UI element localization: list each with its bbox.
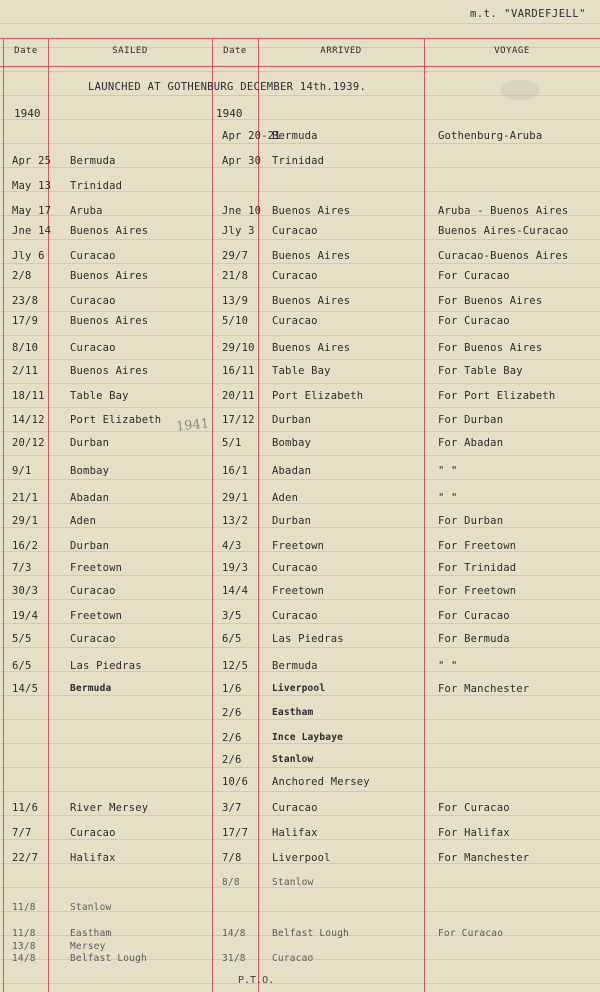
arrived-port: Halifax — [272, 827, 318, 839]
sailed-port: Bermuda — [70, 155, 116, 167]
arrived-date: 13/2 — [222, 515, 249, 527]
arrived-date: 5/10 — [222, 315, 249, 327]
voyage-note: Buenos Aires-Curacao — [438, 225, 569, 237]
voyage-note: For Buenos Aires — [438, 342, 543, 354]
arrived-port: Aden — [272, 492, 299, 504]
arrived-date: 4/3 — [222, 540, 242, 552]
arrived-port: Buenos Aires — [272, 205, 351, 217]
sailed-date: May 17 — [12, 205, 52, 217]
arrived-port: Curacao — [272, 610, 318, 622]
sailed-date: 29/1 — [12, 515, 39, 527]
sailed-port: Curacao — [70, 250, 116, 262]
arrived-date: 5/1 — [222, 437, 242, 449]
arrived-date: Apr 30 — [222, 155, 262, 167]
arrived-port: Durban — [272, 414, 312, 426]
voyage-note: For Curacao — [438, 270, 510, 282]
header-sailed: SAILED — [112, 46, 148, 56]
sailed-port: River Mersey — [70, 802, 149, 814]
voyage-note: For Halifax — [438, 827, 510, 839]
arrived-date: 31/8 — [222, 953, 246, 964]
header-bottom-rule — [0, 66, 600, 67]
sailed-date: 6/5 — [12, 660, 32, 672]
sailed-date: Jne 14 — [12, 225, 52, 237]
sailed-date: 14/12 — [12, 414, 45, 426]
voyage-note: For Port Elizabeth — [438, 390, 556, 402]
sailed-date: 30/3 — [12, 585, 39, 597]
sailed-date: 22/7 — [12, 852, 39, 864]
sailed-date: 20/12 — [12, 437, 45, 449]
sailed-port: Curacao — [70, 827, 116, 839]
header-date-arrived: Date — [223, 46, 247, 56]
voyage-note: For Curacao — [438, 928, 504, 939]
voyage-note: For Buenos Aires — [438, 295, 543, 307]
page-turn-note: P.T.O. — [238, 975, 275, 986]
voyage-note: For Curacao — [438, 610, 510, 622]
sailed-port: Mersey — [70, 941, 106, 952]
sailed-date: 2/11 — [12, 365, 39, 377]
arrived-date: 16/11 — [222, 365, 255, 377]
sailed-date: 9/1 — [12, 465, 32, 477]
arrived-port: Curacao — [272, 315, 318, 327]
voyage-note: For Manchester — [438, 683, 530, 695]
voyage-note: Gothenburg-Aruba — [438, 130, 543, 142]
sailed-date: 7/7 — [12, 827, 32, 839]
arrived-port: Stanlow — [272, 877, 314, 888]
sailed-port: Curacao — [70, 342, 116, 354]
header-voyage: VOYAGE — [494, 46, 530, 56]
sailed-port: Stanlow — [70, 902, 112, 913]
arrived-date: 2/6 — [222, 754, 242, 766]
arrived-port: Port Elizabeth — [272, 390, 364, 402]
sailed-date: 14/8 — [12, 953, 36, 964]
arrived-port: Bermuda — [272, 130, 318, 142]
column-rule-arrived — [424, 38, 425, 992]
sailed-date: 19/4 — [12, 610, 39, 622]
arrived-date: 2/6 — [222, 732, 242, 744]
sailed-date: 23/8 — [12, 295, 39, 307]
sailed-port: Freetown — [70, 562, 123, 574]
arrived-date: 20/11 — [222, 390, 255, 402]
sailed-port: Curacao — [70, 633, 116, 645]
sailed-port: Port Elizabeth — [70, 414, 162, 426]
sailed-date: Jly 6 — [12, 250, 45, 262]
column-rule-date2 — [258, 38, 259, 992]
arrived-date: 12/5 — [222, 660, 249, 672]
arrived-date: Jne 10 — [222, 205, 262, 217]
sailed-port: Aruba — [70, 205, 103, 217]
sailed-date: 13/8 — [12, 941, 36, 952]
arrived-date: 21/8 — [222, 270, 249, 282]
voyage-note: For Durban — [438, 414, 504, 426]
arrived-port: Trinidad — [272, 155, 325, 167]
arrived-date: 2/6 — [222, 707, 242, 719]
arrived-port: Eastham — [272, 707, 314, 718]
voyage-note: For Freetown — [438, 540, 517, 552]
sailed-date: Apr 25 — [12, 155, 52, 167]
voyage-note: For Trinidad — [438, 562, 517, 574]
sailed-date: 14/5 — [12, 683, 39, 695]
sailed-date: 8/10 — [12, 342, 39, 354]
sailed-date: 11/8 — [12, 902, 36, 913]
sailed-port: Las Piedras — [70, 660, 142, 672]
sailed-port: Halifax — [70, 852, 116, 864]
sailed-port: Aden — [70, 515, 97, 527]
arrived-date: 17/12 — [222, 414, 255, 426]
arrived-date: 19/3 — [222, 562, 249, 574]
sailed-port: Durban — [70, 540, 110, 552]
arrived-port: Curacao — [272, 953, 314, 964]
sailed-port: Buenos Aires — [70, 270, 149, 282]
sailed-date: 11/8 — [12, 928, 36, 939]
sailed-port: Trinidad — [70, 180, 123, 192]
arrived-date: 29/10 — [222, 342, 255, 354]
voyage-note: " " — [438, 660, 458, 672]
sailed-date: 21/1 — [12, 492, 39, 504]
sailed-port: Buenos Aires — [70, 365, 149, 377]
arrived-date: 8/8 — [222, 877, 240, 888]
arrived-port: Belfast Lough — [272, 928, 349, 939]
voyage-note: For Freetown — [438, 585, 517, 597]
sailed-date: 2/8 — [12, 270, 32, 282]
sailed-port: Abadan — [70, 492, 110, 504]
arrived-date: 16/1 — [222, 465, 249, 477]
arrived-port: Ince Laybaye — [272, 732, 344, 743]
arrived-date: 17/7 — [222, 827, 249, 839]
year-arrived: 1940 — [216, 107, 243, 120]
voyage-note: For Curacao — [438, 802, 510, 814]
sailed-date: 18/11 — [12, 390, 45, 402]
arrived-port: Buenos Aires — [272, 295, 351, 307]
ink-blot — [500, 80, 540, 100]
arrived-port: Anchored Mersey — [272, 776, 370, 788]
arrived-port: Stanlow — [272, 754, 314, 765]
sailed-port: Buenos Aires — [70, 315, 149, 327]
sailed-date: May 13 — [12, 180, 52, 192]
sailed-port: Durban — [70, 437, 110, 449]
sailed-date: 16/2 — [12, 540, 39, 552]
voyage-note: For Manchester — [438, 852, 530, 864]
voyage-note: For Table Bay — [438, 365, 523, 377]
voyage-note: For Curacao — [438, 315, 510, 327]
arrived-date: 14/4 — [222, 585, 249, 597]
arrived-date: 13/9 — [222, 295, 249, 307]
header-top-rule — [0, 38, 600, 39]
arrived-port: Bermuda — [272, 660, 318, 672]
ship-title: m.t. "VARDEFJELL" — [470, 8, 586, 20]
sailed-port: Table Bay — [70, 390, 129, 402]
sailed-date: 7/3 — [12, 562, 32, 574]
arrived-date: 14/8 — [222, 928, 246, 939]
year-sailed: 1940 — [14, 107, 41, 120]
voyage-note: Aruba - Buenos Aires — [438, 205, 569, 217]
arrived-date: 3/7 — [222, 802, 242, 814]
sailed-date: 17/9 — [12, 315, 39, 327]
sailed-port: Curacao — [70, 295, 116, 307]
sailed-port: Eastham — [70, 928, 112, 939]
arrived-port: Freetown — [272, 540, 325, 552]
voyage-note: Curacao-Buenos Aires — [438, 250, 569, 262]
arrived-port: Curacao — [272, 562, 318, 574]
pencil-note: 1941 — [175, 416, 210, 435]
arrived-port: Liverpool — [272, 683, 326, 694]
sailed-port: Freetown — [70, 610, 123, 622]
sailed-port: Bombay — [70, 465, 110, 477]
voyage-note: " " — [438, 465, 458, 477]
sailed-date: 5/5 — [12, 633, 32, 645]
arrived-port: Las Piedras — [272, 633, 344, 645]
arrived-port: Liverpool — [272, 852, 331, 864]
arrived-port: Curacao — [272, 270, 318, 282]
arrived-date: 29/7 — [222, 250, 249, 262]
header-date-sailed: Date — [14, 46, 38, 56]
arrived-date: 29/1 — [222, 492, 249, 504]
voyage-note: " " — [438, 492, 458, 504]
arrived-date: Apr 20-21 — [222, 130, 281, 142]
sailed-port: Buenos Aires — [70, 225, 149, 237]
launch-note: LAUNCHED AT GOTHENBURG DECEMBER 14th.1939. — [88, 81, 367, 93]
arrived-port: Buenos Aires — [272, 250, 351, 262]
voyage-note: For Bermuda — [438, 633, 510, 645]
column-rule-sailed — [212, 38, 213, 992]
arrived-date: 6/5 — [222, 633, 242, 645]
arrived-port: Curacao — [272, 225, 318, 237]
arrived-date: 10/6 — [222, 776, 249, 788]
sailed-port: Belfast Lough — [70, 953, 147, 964]
arrived-port: Table Bay — [272, 365, 331, 377]
arrived-port: Durban — [272, 515, 312, 527]
arrived-port: Freetown — [272, 585, 325, 597]
voyage-note: For Durban — [438, 515, 504, 527]
arrived-date: Jly 3 — [222, 225, 255, 237]
margin-rule — [3, 38, 4, 992]
arrived-port: Bombay — [272, 437, 312, 449]
sailed-date: 11/6 — [12, 802, 39, 814]
sailed-port: Bermuda — [70, 683, 112, 694]
arrived-port: Abadan — [272, 465, 312, 477]
arrived-port: Buenos Aires — [272, 342, 351, 354]
arrived-port: Curacao — [272, 802, 318, 814]
voyage-note: For Abadan — [438, 437, 504, 449]
arrived-date: 1/6 — [222, 683, 242, 695]
sailed-port: Curacao — [70, 585, 116, 597]
header-arrived: ARRIVED — [320, 46, 362, 56]
arrived-date: 3/5 — [222, 610, 242, 622]
arrived-date: 7/8 — [222, 852, 242, 864]
